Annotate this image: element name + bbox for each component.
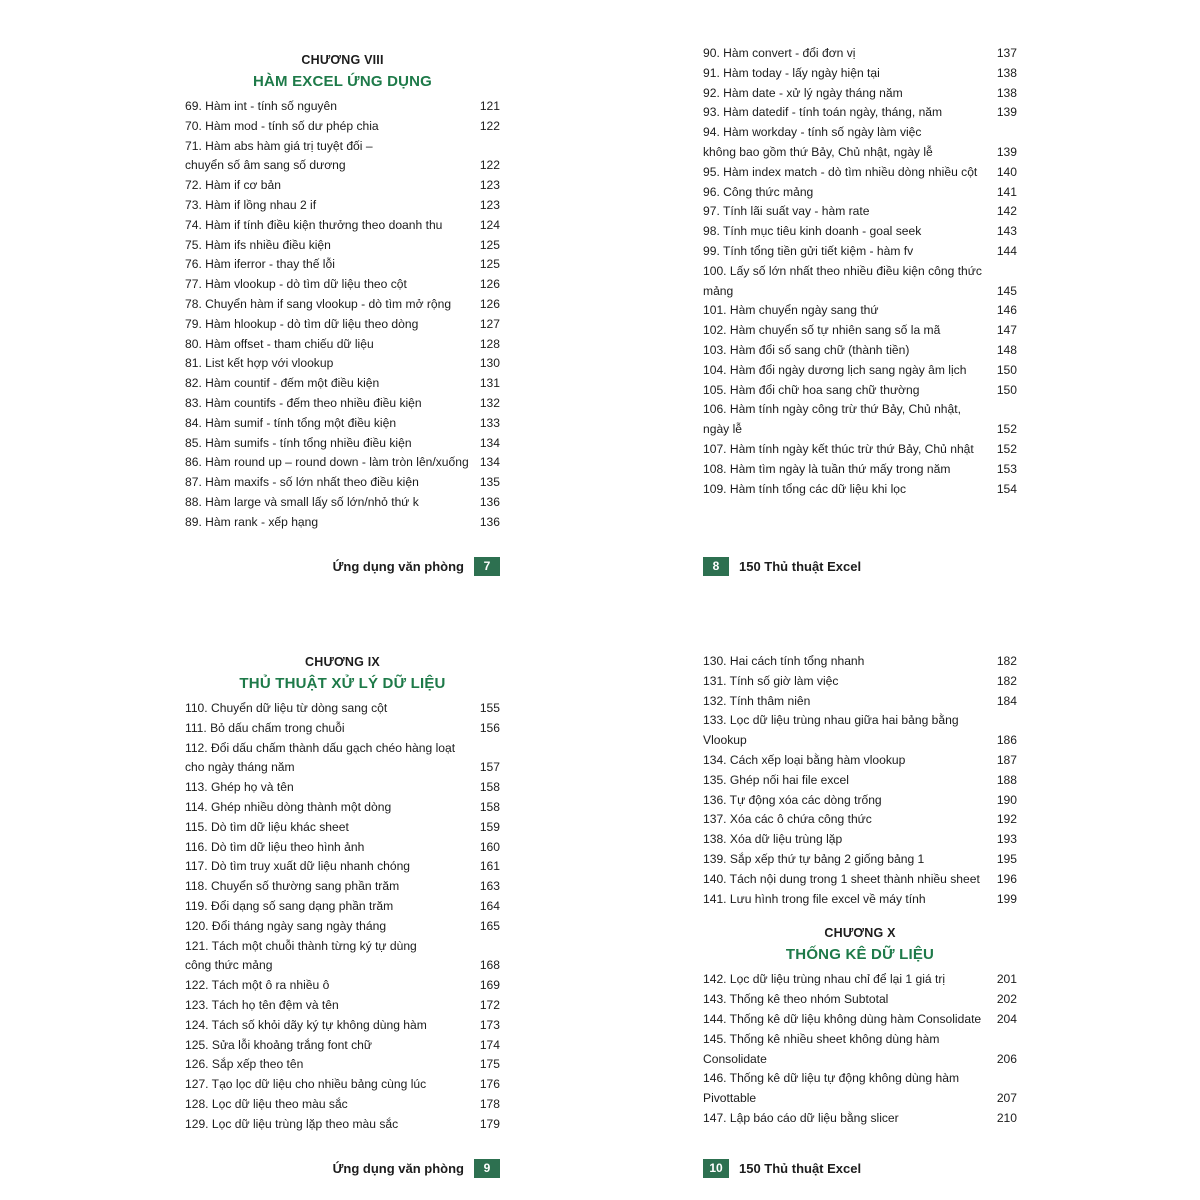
toc-entry-text: 118. Chuyển số thường sang phần trăm: [185, 879, 400, 894]
toc-entry-text: 94. Hàm workday - tính số ngày làm việc: [703, 125, 922, 140]
toc-entry-text: 106. Hàm tính ngày công trừ thứ Bảy, Chủ nhật,: [703, 402, 961, 417]
toc-entry: [185, 956, 500, 976]
toc-page-number: 133: [479, 415, 500, 430]
toc-entry-text: 82. Hàm countif - đếm một điều kiện: [185, 376, 380, 391]
toc-page-number: 204: [996, 1011, 1017, 1026]
chapter-heading: [703, 923, 1017, 967]
toc-entry: [185, 275, 500, 295]
toc-entry-text: 93. Hàm datedif - tính toán ngày, tháng, năm: [703, 105, 943, 120]
toc-entry-text: công thức mảng: [185, 958, 273, 973]
toc-entry: [703, 1109, 1017, 1129]
toc-page-number: 157: [479, 760, 500, 775]
toc-entry-text: 131. Tính số giờ làm việc: [703, 673, 839, 688]
toc-page-number: 187: [996, 752, 1017, 767]
toc-entry: [185, 335, 500, 355]
toc-entry-text: Consolidate: [703, 1051, 767, 1066]
toc-entry: [703, 440, 1017, 460]
toc-entry: [185, 778, 500, 798]
toc-entry-text: 74. Hàm if tính điều kiện thưởng theo doanh thu: [185, 217, 443, 232]
toc-entry-text: 76. Hàm iferror - thay thế lỗi: [185, 257, 335, 272]
toc-entry-text: 79. Hàm hlookup - dò tìm dữ liệu theo dòng: [185, 316, 419, 331]
toc-page-number: 138: [996, 65, 1017, 80]
toc-page-number: 145: [996, 283, 1017, 298]
toc-page-number: 188: [996, 772, 1017, 787]
toc-entry-text: 80. Hàm offset - tham chiếu dữ liệu: [185, 336, 374, 351]
toc-page-number: 150: [996, 362, 1017, 377]
toc-entry: [185, 156, 500, 176]
toc-entry-text: 103. Hàm đổi số sang chữ (thành tiền): [703, 342, 910, 357]
page-number-badge: 7: [474, 557, 500, 576]
toc-entry: [185, 493, 500, 513]
chapter-number-label: CHƯƠNG X: [824, 926, 896, 941]
toc-page-number: 141: [996, 184, 1017, 199]
page-number-badge: 10: [703, 1159, 729, 1178]
toc-entry-text: 95. Hàm index match - dò tìm nhiều dòng nhiều cột: [703, 164, 978, 179]
toc-page-number: 159: [479, 819, 500, 834]
toc-page-number: 155: [479, 701, 500, 715]
toc-page-8: [703, 44, 1017, 576]
toc-entry-text: 107. Hàm tính ngày kết thúc trừ thứ Bảy, Chủ nhật: [703, 441, 974, 456]
toc-entry-text: 143. Thống kê theo nhóm Subtotal: [703, 992, 889, 1007]
toc-page-number: 140: [996, 164, 1017, 179]
toc-entry: [185, 315, 500, 335]
toc-entry-text: 85. Hàm sumifs - tính tổng nhiều điều kiện: [185, 435, 412, 450]
toc-page-number: 153: [996, 461, 1017, 476]
toc-page-number: 175: [479, 1057, 500, 1072]
toc-page-number: 134: [479, 455, 500, 470]
toc-page-number: 123: [479, 178, 500, 193]
toc-page-number: 124: [479, 217, 500, 232]
toc-entry-text: 113. Ghép họ và tên: [185, 780, 294, 795]
toc-entry: [703, 361, 1017, 381]
toc-page-number: 173: [479, 1017, 500, 1032]
toc-entry-text: 72. Hàm if cơ bản: [185, 178, 281, 193]
toc-page-number: 143: [996, 224, 1017, 239]
page-number-badge: 9: [474, 1159, 500, 1178]
toc-page-number: 192: [996, 812, 1017, 827]
toc-entry-text: Vlookup: [703, 733, 747, 748]
toc-entry-text: 89. Hàm rank - xếp hạng: [185, 514, 319, 529]
toc-page-number: 128: [479, 336, 500, 351]
toc-entry: [185, 216, 500, 236]
toc-entry: [185, 976, 500, 996]
toc-entry: [703, 652, 1017, 672]
toc-entry-text: cho ngày tháng năm: [185, 760, 295, 775]
toc-entry-text: 117. Dò tìm truy xuất dữ liệu nhanh chóng: [185, 859, 411, 874]
toc-entry-text: 104. Hàm đổi ngày dương lịch sang ngày âm lịch: [703, 362, 967, 377]
toc-page-number: 125: [479, 237, 500, 252]
toc-entry: [703, 143, 1017, 163]
toc-entry: [185, 117, 500, 137]
toc-page-number: 142: [996, 204, 1017, 219]
toc-page-number: 172: [479, 997, 500, 1012]
toc-page-number: 152: [996, 441, 1017, 456]
footer-title: Ứng dụng văn phòng: [332, 1161, 464, 1176]
chapter-title: THỐNG KÊ DỮ LIỆU: [785, 946, 935, 964]
toc-entry: [185, 937, 500, 957]
toc-entry: [185, 1055, 500, 1075]
toc-page-7: [185, 50, 500, 576]
toc-entry-text: 139. Sắp xếp thứ tự bảng 2 giống bảng 1: [703, 851, 925, 866]
toc-entry-text: 137. Xóa các ô chứa công thức: [703, 812, 872, 827]
toc-page-number: 126: [479, 296, 500, 311]
toc-page-number: 201: [996, 972, 1017, 987]
toc-entry: [703, 480, 1017, 500]
toc-page-number: 193: [996, 832, 1017, 847]
toc-page-number: 136: [479, 514, 500, 529]
toc-entry-text: 144. Thống kê dữ liệu không dùng hàm Consolidate: [703, 1011, 982, 1026]
toc-entry-text: 87. Hàm maxifs - số lớn nhất theo điều kiện: [185, 475, 419, 490]
toc-entry-text: 141. Lưu hình trong file excel về máy tính: [703, 891, 926, 906]
toc-entry: [703, 830, 1017, 850]
toc-entry: [185, 719, 500, 739]
toc-entry: [703, 711, 1017, 731]
toc-entry: [703, 222, 1017, 242]
toc-entry-text: 121. Tách một chuỗi thành từng ký tự dùng: [185, 938, 417, 953]
toc-entry: [185, 897, 500, 917]
toc-entry: [185, 414, 500, 434]
toc-entry-text: 115. Dò tìm dữ liệu khác sheet: [185, 819, 349, 834]
toc-page-number: 154: [996, 481, 1017, 496]
toc-entry-text: Pivottable: [703, 1091, 757, 1106]
toc-entry: [703, 870, 1017, 890]
toc-entry-text: ngày lễ: [703, 422, 742, 437]
toc-entry: [703, 1089, 1017, 1109]
toc-entry: [185, 394, 500, 414]
toc-entry-text: 135. Ghép nối hai file excel: [703, 772, 849, 787]
toc-page-number: 176: [479, 1077, 500, 1092]
toc-entry: [703, 771, 1017, 791]
toc-entry-text: 97. Tính lãi suất vay - hàm rate: [703, 204, 870, 219]
toc-page-number: 156: [479, 720, 500, 735]
toc-entry: [185, 1115, 500, 1135]
toc-entry-text: 122. Tách một ô ra nhiều ô: [185, 978, 330, 993]
toc-entry: [703, 341, 1017, 361]
toc-entry: [703, 1030, 1017, 1050]
toc-entry-text: 100. Lấy số lớn nhất theo nhiều điều kiện công thức: [703, 263, 982, 278]
toc-entry: [703, 123, 1017, 143]
toc-page-number: 121: [479, 99, 500, 113]
toc-entry: [185, 1016, 500, 1036]
toc-page-10: [703, 652, 1017, 1178]
toc-page-number: 127: [479, 316, 500, 331]
toc-entry-text: 88. Hàm large và small lấy số lớn/nhỏ thứ k: [185, 494, 419, 509]
toc-page-number: 174: [479, 1037, 500, 1052]
toc-entry: [703, 990, 1017, 1010]
toc-page-number: 202: [996, 992, 1017, 1007]
toc-entry-text: 69. Hàm int - tính số nguyên: [185, 99, 337, 113]
toc-page-number: 178: [479, 1096, 500, 1111]
toc-entry: [185, 236, 500, 256]
toc-entry-text: 75. Hàm ifs nhiều điều kiện: [185, 237, 331, 252]
toc-entry: [185, 758, 500, 778]
toc-entry-text: 133. Lọc dữ liệu trùng nhau giữa hai bảng bằng: [703, 713, 959, 728]
toc-entry-text: 146. Thống kê dữ liệu tự động không dùng hàm: [703, 1071, 960, 1086]
toc-entry: [185, 97, 500, 117]
toc-page-number: 123: [479, 197, 500, 212]
toc-page-number: 135: [479, 475, 500, 490]
toc-page-number: 130: [479, 356, 500, 371]
toc-entry: [703, 84, 1017, 104]
toc-page-number: 147: [996, 323, 1017, 338]
toc-page-number: 164: [479, 898, 500, 913]
toc-entry: [703, 460, 1017, 480]
toc-page-number: 158: [479, 799, 500, 814]
toc-page-number: 152: [996, 422, 1017, 437]
toc-entry: [703, 163, 1017, 183]
page-footer: [703, 1159, 1017, 1178]
toc-entry: [703, 183, 1017, 203]
toc-entry: [703, 262, 1017, 282]
toc-entry: [185, 196, 500, 216]
toc-entry-text: 102. Hàm chuyển số tự nhiên sang số la mã: [703, 323, 941, 338]
toc-page-number: 122: [479, 118, 500, 133]
toc-page-number: 184: [996, 693, 1017, 708]
toc-entry-text: 112. Đổi dấu chấm thành dấu gạch chéo hàng loạt: [185, 740, 456, 755]
page-number-badge: 8: [703, 557, 729, 576]
toc-page-number: 186: [996, 733, 1017, 748]
toc-page-number: 168: [479, 958, 500, 973]
chapter-title: HÀM EXCEL ỨNG DỤNG: [252, 73, 433, 90]
toc-entry: [185, 877, 500, 897]
toc-entry-text: 138. Xóa dữ liệu trùng lặp: [703, 832, 843, 847]
toc-entry: [185, 699, 500, 719]
toc-page-number: 169: [479, 978, 500, 993]
toc-entry-text: 71. Hàm abs hàm giá trị tuyệt đối –: [185, 138, 373, 153]
toc-entry-text: 111. Bỏ dấu chấm trong chuỗi: [185, 720, 345, 735]
toc-entry: [185, 295, 500, 315]
toc-entry-text: 108. Hàm tìm ngày là tuần thứ mấy trong năm: [703, 461, 951, 476]
toc-page-number: 139: [996, 105, 1017, 120]
toc-page-number: 148: [996, 342, 1017, 357]
footer-title: 150 Thủ thuật Excel: [739, 1161, 862, 1176]
toc-entry-text: 91. Hàm today - lấy ngày hiện tại: [703, 65, 880, 80]
toc-entry: [185, 354, 500, 374]
toc-entry-text: 109. Hàm tính tổng các dữ liệu khi lọc: [703, 481, 907, 496]
toc-entry: [703, 970, 1017, 990]
toc-entry: [703, 44, 1017, 64]
chapter-number-label: CHƯƠNG VIII: [301, 53, 384, 67]
toc-entry: [703, 672, 1017, 692]
toc-entry: [185, 818, 500, 838]
toc-page-number: 146: [996, 303, 1017, 318]
toc-entry: [185, 434, 500, 454]
page-footer: [185, 557, 500, 576]
toc-entry-text: 81. List kết hợp với vlookup: [185, 356, 334, 371]
toc-entry-text: 70. Hàm mod - tính số dư phép chia: [185, 118, 379, 133]
toc-entry-text: 98. Tính mục tiêu kinh doanh - goal seek: [703, 224, 922, 239]
toc-page-number: 132: [479, 395, 500, 410]
toc-entry: [185, 176, 500, 196]
toc-entry: [703, 751, 1017, 771]
toc-page-number: 210: [996, 1110, 1017, 1125]
chapter-heading: [185, 50, 500, 94]
toc-entry-text: chuyển số âm sang số dương: [185, 158, 346, 173]
toc-entry-text: 105. Hàm đổi chữ hoa sang chữ thường: [703, 382, 920, 397]
toc-entry: [185, 255, 500, 275]
toc-entry: [703, 400, 1017, 420]
toc-entry-text: 130. Hai cách tính tổng nhanh: [703, 654, 865, 668]
toc-page-number: 158: [479, 780, 500, 795]
toc-page-number: 136: [479, 494, 500, 509]
toc-entry-text: 125. Sửa lỗi khoảng trắng font chữ: [185, 1037, 372, 1052]
toc-page-number: 134: [479, 435, 500, 450]
toc-page-number: 138: [996, 85, 1017, 100]
toc-entry: [185, 917, 500, 937]
toc-entry-text: 83. Hàm countifs - đếm theo nhiều điều kiện: [185, 395, 422, 410]
toc-page-number: 161: [479, 859, 500, 874]
toc-page-number: 207: [996, 1091, 1017, 1106]
toc-entry: [703, 64, 1017, 84]
toc-page-9: [185, 652, 500, 1178]
toc-entry: [185, 473, 500, 493]
toc-entry: [703, 791, 1017, 811]
toc-page-number: 137: [996, 46, 1017, 60]
toc-entry-text: 123. Tách họ tên đệm và tên: [185, 997, 339, 1012]
toc-entry: [185, 1075, 500, 1095]
toc-entry-text: 142. Lọc dữ liệu trùng nhau chỉ để lại 1 giá trị: [703, 972, 946, 987]
toc-entry-text: 132. Tính thâm niên: [703, 693, 811, 708]
toc-entry: [703, 1010, 1017, 1030]
toc-page-number: 182: [996, 673, 1017, 688]
toc-page-number: 195: [996, 851, 1017, 866]
toc-entry: [185, 137, 500, 157]
toc-entry: [703, 301, 1017, 321]
toc-entry-text: 136. Tự động xóa các dòng trống: [703, 792, 882, 807]
toc-entry-text: 116. Dò tìm dữ liệu theo hình ảnh: [185, 839, 365, 854]
toc-entry-text: 78. Chuyển hàm if sang vlookup - dò tìm mở rộng: [185, 296, 452, 311]
toc-entry-text: 120. Đổi tháng ngày sang ngày tháng: [185, 918, 387, 933]
toc-entry-text: 77. Hàm vlookup - dò tìm dữ liệu theo cột: [185, 277, 407, 292]
toc-entry-text: 73. Hàm if lồng nhau 2 if: [185, 197, 317, 212]
toc-page-number: 199: [996, 891, 1017, 906]
toc-page-number: 196: [996, 871, 1017, 886]
toc-entry: [185, 996, 500, 1016]
toc-entry-text: 114. Ghép nhiều dòng thành một dòng: [185, 799, 392, 814]
toc-entry-text: 124. Tách số khỏi dãy ký tự không dùng hàm: [185, 1017, 427, 1032]
toc-entry-text: 90. Hàm convert - đổi đơn vị: [703, 46, 856, 60]
toc-entry: [185, 1095, 500, 1115]
toc-entry-text: 99. Tính tổng tiền gửi tiết kiệm - hàm fv: [703, 243, 914, 258]
page-footer: [185, 1159, 500, 1178]
toc-entry: [185, 453, 500, 473]
toc-entry-text: 134. Cách xếp loại bằng hàm vlookup: [703, 752, 906, 767]
toc-page-number: 150: [996, 382, 1017, 397]
toc-page-number: 182: [996, 654, 1017, 668]
toc-entry-text: không bao gồm thứ Bảy, Chủ nhật, ngày lễ: [703, 144, 933, 159]
toc-entry: [703, 692, 1017, 712]
toc-page-number: 122: [479, 158, 500, 173]
toc-entry-text: mảng: [703, 283, 734, 298]
toc-entry-text: 119. Đổi dạng số sang dạng phần trăm: [185, 898, 394, 913]
footer-title: 150 Thủ thuật Excel: [739, 559, 862, 574]
toc-entry: [703, 1050, 1017, 1070]
toc-page-number: 131: [479, 376, 500, 391]
toc-entry-text: 145. Thống kê nhiều sheet không dùng hàm: [703, 1031, 940, 1046]
toc-entry-text: 84. Hàm sumif - tính tổng một điều kiện: [185, 415, 397, 430]
toc-entry: [703, 731, 1017, 751]
toc-page-number: 179: [479, 1116, 500, 1131]
toc-entry-text: 127. Tạo lọc dữ liệu cho nhiều bảng cùng lúc: [185, 1077, 427, 1092]
toc-entry-text: 92. Hàm date - xử lý ngày tháng năm: [703, 85, 903, 100]
toc-page-number: 160: [479, 839, 500, 854]
toc-entry: [703, 202, 1017, 222]
toc-entry: [703, 890, 1017, 910]
toc-page-number: 190: [996, 792, 1017, 807]
toc-entry: [703, 420, 1017, 440]
toc-page-number: 139: [996, 144, 1017, 159]
toc-entry-text: 101. Hàm chuyển ngày sang thứ: [703, 303, 879, 318]
toc-page-number: 125: [479, 257, 500, 272]
toc-entry: [703, 850, 1017, 870]
toc-entry: [185, 857, 500, 877]
chapter-heading: [185, 652, 500, 696]
toc-entry-text: 86. Hàm round up – round down - làm tròn lên/xuống: [185, 455, 469, 470]
toc-entry: [185, 1036, 500, 1056]
toc-entry: [185, 739, 500, 759]
toc-entry: [703, 321, 1017, 341]
toc-entry: [703, 282, 1017, 302]
toc-entry: [703, 242, 1017, 262]
toc-entry: [185, 798, 500, 818]
chapter-number-label: CHƯƠNG IX: [305, 655, 380, 669]
toc-entry: [703, 381, 1017, 401]
toc-entry: [703, 103, 1017, 123]
toc-page-number: 126: [479, 277, 500, 292]
toc-page-number: 206: [996, 1051, 1017, 1066]
toc-entry-text: 147. Lập báo cáo dữ liệu bằng slicer: [703, 1110, 899, 1125]
toc-page-number: 144: [996, 243, 1017, 258]
toc-entry: [185, 513, 500, 533]
toc-entry: [703, 1069, 1017, 1089]
toc-entry: [703, 810, 1017, 830]
chapter-title: THỦ THUẬT XỬ LÝ DỮ LIỆU: [239, 675, 446, 692]
toc-entry-text: 129. Lọc dữ liệu trùng lặp theo màu sắc: [185, 1116, 399, 1131]
toc-entry: [185, 374, 500, 394]
toc-entry-text: 128. Lọc dữ liệu theo màu sắc: [185, 1096, 348, 1111]
page-footer: [703, 557, 1017, 576]
toc-entry-text: 140. Tách nội dung trong 1 sheet thành nhiều sheet: [703, 871, 980, 886]
toc-page-number: 165: [479, 918, 500, 933]
footer-title: Ứng dụng văn phòng: [332, 559, 464, 574]
toc-entry: [185, 838, 500, 858]
toc-page-number: 163: [479, 879, 500, 894]
toc-entry-text: 110. Chuyển dữ liệu từ dòng sang cột: [185, 701, 388, 715]
toc-entry-text: 96. Công thức mảng: [703, 184, 814, 199]
toc-entry-text: 126. Sắp xếp theo tên: [185, 1057, 304, 1072]
